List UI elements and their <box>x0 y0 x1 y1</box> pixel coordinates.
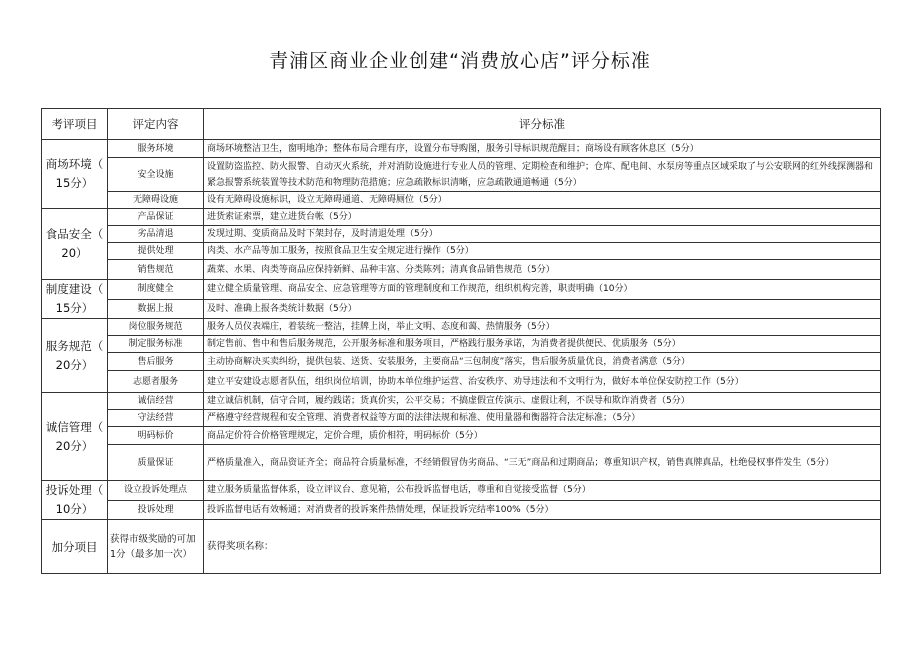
table-row <box>42 319 881 336</box>
item-cell: 安全设施 <box>108 158 204 192</box>
category-line: 20分） <box>55 438 94 453</box>
criteria-cell: 发现过期、变质商品及时下架封存，及时清退处理（5分） <box>204 226 881 243</box>
table-row <box>42 192 881 209</box>
criteria-cell: 制定售前、售中和售后服务规范，公开服务标准和服务项目，严格践行服务承诺，为消费者提供便民、优质服务（5分） <box>204 336 881 353</box>
criteria-cell: 建立服务质量监督体系，设立评议台、意见箱，公布投诉监督电话，尊重和自觉接受监督（5分） <box>204 481 881 501</box>
item-cell: 数据上报 <box>108 299 204 319</box>
page-title: 青浦区商业企业创建“消费放心店”评分标准 <box>269 50 651 72</box>
category-line: 服务规范（ <box>45 338 104 353</box>
table-row <box>42 140 881 158</box>
criteria-cell: 服务人员仪表端庄，着装统一整洁，挂牌上岗，举止文明、态度和蔼、热情服务（5分） <box>204 319 881 336</box>
table-row <box>42 280 881 300</box>
category-line: 10分） <box>55 502 94 516</box>
category-line: 20分） <box>55 357 94 372</box>
criteria-cell: 主动协商解决买卖纠纷，提供包装、送货、安装服务，主要商品“三包制度”落实，售后服务质量优良，消费者满意（5分） <box>204 353 881 371</box>
criteria-cell: 肉类、水产品等加工服务，按照食品卫生安全规定进行操作（5分） <box>204 243 881 260</box>
category-cell <box>42 319 108 393</box>
criteria-cell: 设有无障碍设施标识，设立无障碍通道、无障碍厕位（5分） <box>204 192 881 209</box>
bonus-item-cell: 获得市级奖励的可加1分（最多加一次） <box>108 520 204 574</box>
table-row <box>42 243 881 260</box>
item-cell: 无障碍设施 <box>108 192 204 209</box>
item-cell: 守法经营 <box>108 410 204 427</box>
table-row <box>42 410 881 427</box>
category-line: 投诉处理（ <box>45 483 104 497</box>
table-row <box>42 353 881 371</box>
table-row <box>42 445 881 481</box>
table-row <box>42 371 881 393</box>
header-row <box>42 109 881 140</box>
item-cell: 设立投诉处理点 <box>108 481 204 501</box>
item-cell: 质量保证 <box>108 445 204 481</box>
bonus-category-cell: 加分项目 <box>42 520 108 574</box>
table-row <box>42 226 881 243</box>
criteria-cell: 建立平安建设志愿者队伍，组织岗位培训，协助本单位维护运营、治安秩序、劝导违法和不文明行为，做好本单位保安防控工作（5分） <box>204 371 881 393</box>
criteria-cell: 建立健全质量管理、商品安全、应急管理等方面的管理制度和工作规范，组织机构完善，职责明确（10分） <box>204 280 881 300</box>
criteria-cell: 严格遵守经营规程和安全管理、消费者权益等方面的法律法规和标准、使用量器和衡器符合法定标准；（5分） <box>204 410 881 427</box>
category-line: 制度建设（ <box>45 282 104 296</box>
criteria-cell: 进货索证索票，建立进货台帐（5分） <box>204 209 881 226</box>
category-line: 15分） <box>55 301 94 315</box>
category-cell <box>42 393 108 481</box>
table-row <box>42 393 881 410</box>
category-cell <box>42 481 108 520</box>
criteria-cell: 建立诚信机制，信守合同，履约践诺；货真价实，公平交易；不搞虚假宣传演示、虚假让利，不误导和欺诈消费者（5分） <box>204 393 881 410</box>
criteria-cell: 商品定价符合价格管理规定，定价合理，质价相符，明码标价（5分） <box>204 427 881 445</box>
category-line: 食品安全（ <box>45 227 104 241</box>
item-cell: 明码标价 <box>108 427 204 445</box>
scoring-table <box>41 108 881 574</box>
bonus-row <box>42 520 881 574</box>
criteria-cell: 及时、准确上报各类统计数据（5分） <box>204 299 881 319</box>
item-cell: 服务环境 <box>108 140 204 158</box>
criteria-cell: 设置防盗监控、防火报警、自动灭火系统，并对消防设施进行专业人员的管理、定期检查和维护；仓库、配电间、水泵房等重点区域采取了与公安联网的红外线探测器和紧急报警系统装置等技术防范和物理防范措施；应急疏散标识清晰，应急疏散通道畅通（5分） <box>204 158 881 192</box>
table-row <box>42 500 881 520</box>
table-row <box>42 481 881 501</box>
item-cell: 志愿者服务 <box>108 371 204 393</box>
header-category: 考评项目 <box>42 109 108 140</box>
table-row <box>42 336 881 353</box>
category-cell <box>42 140 108 209</box>
criteria-cell: 严格质量准入，商品资证齐全；商品符合质量标准，不经销假冒伪劣商品、“三无”商品和过期商品；尊重知识产权，销售真牌真品，杜绝侵权事件发生（5分） <box>204 445 881 481</box>
item-cell: 岗位服务规范 <box>108 319 204 336</box>
table-row <box>42 299 881 319</box>
item-cell: 诚信经营 <box>108 393 204 410</box>
table-row <box>42 260 881 280</box>
item-cell: 制定服务标准 <box>108 336 204 353</box>
criteria-cell: 投诉监督电话有效畅通；对消费者的投诉案件热情处理，保证投诉完结率100%（5分） <box>204 500 881 520</box>
header-standard: 评分标准 <box>204 109 881 140</box>
item-cell: 劣品清退 <box>108 226 204 243</box>
table-row <box>42 427 881 445</box>
category-cell <box>42 209 108 280</box>
table-row <box>42 158 881 192</box>
category-line: 诚信管理（ <box>45 419 104 434</box>
item-cell: 制度健全 <box>108 280 204 300</box>
item-cell: 投诉处理 <box>108 500 204 520</box>
criteria-cell: 蔬菜、水果、肉类等商品应保持新鲜、品种丰富、分类陈列；清真食品销售规范（5分） <box>204 260 881 280</box>
criteria-cell: 商场环境整洁卫生，窗明地净；整体布局合理有序，设置分布导购图，服务引导标识规范醒目；商场设有顾客休息区（5分） <box>204 140 881 158</box>
item-cell: 提供处理 <box>108 243 204 260</box>
item-cell: 销售规范 <box>108 260 204 280</box>
category-line: 商场环境（ <box>45 157 104 171</box>
item-cell: 产品保证 <box>108 209 204 226</box>
header-content: 评定内容 <box>108 109 204 140</box>
bonus-criteria-cell: 获得奖项名称： <box>204 520 881 574</box>
table-row <box>42 209 881 226</box>
item-cell: 售后服务 <box>108 353 204 371</box>
category-line: 20） <box>61 246 88 260</box>
category-line: 15分） <box>55 176 94 190</box>
category-cell <box>42 280 108 319</box>
